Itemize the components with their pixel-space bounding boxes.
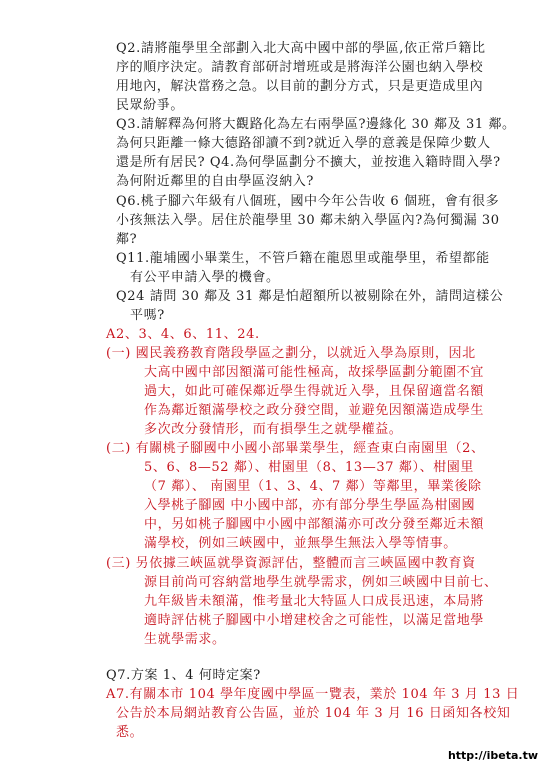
question-q6-line: 鄰?: [116, 232, 138, 247]
answer-item-2-line: （7 鄰）、 南園里（1、3、4、7 鄰）等鄰里，畢業後除: [144, 479, 482, 494]
question-q24-line: 平嗎?: [130, 308, 165, 323]
question-q3-line: Q3.請解釋為何將大觀路化為左右兩學區?邊緣化 30 鄰及 31 鄰。: [116, 117, 516, 132]
answer-item-2-line: 中，另如桃子腳國中小國中部額滿亦可改分發至鄰近未額: [144, 517, 485, 532]
answer-item-2-line: 滿學校，例如三峽國中，並無學生無法入學等情事。: [144, 536, 457, 551]
answer-item-1-line: (一) 國民義務教育階段學區之劃分，以就近入學為原則，因北: [106, 346, 476, 361]
answer-a7-line: 公告於本局網站教育公告區，並於 104 年 3 月 16 日函知各校知: [116, 706, 511, 721]
question-q3-line: 為何附近鄰里的自由學區沒納入?: [116, 174, 314, 189]
question-q11-line: Q11.龍埔國小畢業生，不管戶籍在龍恩里或龍學里，希望都能: [116, 251, 490, 266]
answer-item-3-line: (三) 另依據三峽區就學資源評估，整體而言三峽區國中教育資: [106, 556, 476, 571]
answer-item-2-line: 5、6、8—52 鄰）、柑園里（8、13—37 鄰）、柑園里: [144, 460, 474, 475]
answer-item-1-line: 大高中國中部因額滿可能性極高，故採學區劃分範圍不宜: [144, 365, 485, 380]
answer-item-3-line: 生就學需求。: [144, 632, 226, 647]
answer-a7-line: 悉。: [116, 725, 144, 740]
answer-item-1-line: 多次改分發情形，而有損學生之就學權益。: [144, 422, 403, 437]
question-q3-line: 還是所有居民? Q4.為何學區劃分不擴大，並按進入籍時間入學?: [116, 155, 501, 170]
answer-item-2-line: 入學桃子腳國 中小國中部，亦有部分學生學區為柑園國: [144, 498, 476, 513]
watermark-text: http://ibeta.tw: [447, 749, 538, 762]
answer-item-3-line: 適時評估桃子腳國中小增建校舍之可能性，以滿足當地學: [144, 613, 485, 628]
question-q2-line: 用地內，解決當務之急。以目前的劃分方式，只是更造成里內: [116, 79, 484, 94]
question-q6-line: Q6.桃子腳六年級有八個班，國中今年公告收 6 個班，會有很多: [116, 194, 500, 209]
answer-item-3-line: 源目前尚可容納當地學生就學需求，例如三峽國中目前七、: [144, 575, 498, 590]
question-q24-line: Q24 請問 30 鄰及 31 鄰是怕超額所以被剔除在外，請問這樣公: [116, 289, 504, 304]
answer-a7-line: A7.有關本市 104 學年度國中學區一覽表，業於 104 年 3 月 13 日: [106, 687, 520, 702]
answer-item-2-line: (二) 有關桃子腳國中小國小部畢業學生，經查東白南園里（2、: [106, 441, 485, 456]
question-q7: Q7.方案 1、4 何時定案?: [106, 668, 261, 683]
answer-item-3-line: 九年級皆未額滿，惟考量北大特區人口成長迅速，本局將: [144, 594, 485, 609]
question-q6-line: 小孩無法入學。居住於龍學里 30 鄰未納入學區內?為何獨漏 30: [116, 213, 500, 228]
question-q3-line: 為何只距離一條大德路卻讀不到?就近入學的意義是保障少數人: [116, 136, 491, 151]
answer-item-1-line: 作為鄰近額滿學校之政分發空間，並避免因額滿造成學生: [144, 403, 485, 418]
question-q2-line: Q2.請將龍學里全部劃入北大高中國中部的學區,依正常戶籍比: [116, 41, 486, 56]
answer-item-1-line: 過大，如此可確保鄰近學生得就近入學，且保留適當名額: [144, 384, 485, 399]
question-q2-line: 民眾紛爭。: [116, 98, 185, 113]
answer-a2-header: A2、3、4、6、11、24.: [106, 327, 260, 342]
question-q2-line: 序的順序決定。請教育部研討增班或是將海洋公園也納入學校: [116, 60, 484, 75]
question-q11-line: 有公平申請入學的機會。: [130, 270, 280, 285]
